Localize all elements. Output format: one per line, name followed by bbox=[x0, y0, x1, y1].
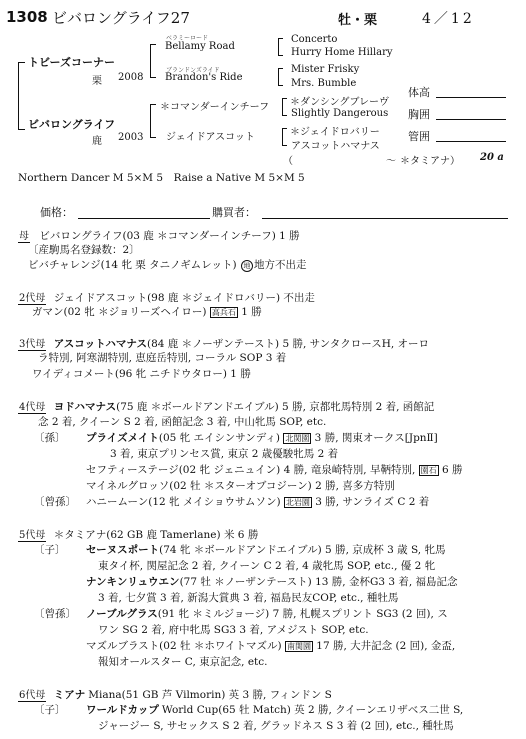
inbreeding-text: Northern Dancer M 5×M 5 Raise a Native M 5×M 5 bbox=[18, 172, 305, 184]
g4-great-grandchild-1 bbox=[34, 494, 429, 509]
g4-grandchild-3: マイネルグロッソ(02 牡 ＊スターオブコジーン) 2 勝, 喜多方特別 bbox=[86, 480, 395, 492]
dam-tag: 母 bbox=[18, 227, 30, 243]
g3-line1-rest: (84 鹿 ＊ノーザンテースト) 5 勝, サンタクロースH, オーロ bbox=[146, 338, 430, 350]
g4-grandchild-2-text: セフティーステージ(02 牝 ジェニュイン) 4 勝, 竜泉崎特別, 早鞆特別, bbox=[86, 464, 416, 476]
child-tag: 〔子〕 bbox=[34, 544, 66, 556]
price-label: 価格： bbox=[40, 206, 73, 219]
dam-dam-name: ジェイドアスコット bbox=[166, 132, 255, 143]
g6-tag: 6代母 bbox=[18, 686, 46, 702]
dam-progeny-count: 〔産駒馬名登録数：2〕 bbox=[28, 244, 140, 256]
g5-line1: ＊タミアナ(62 GB 鹿 Tamerlane) 米 6 勝 bbox=[53, 529, 259, 541]
g4-grandchild-2 bbox=[86, 462, 463, 477]
birthdate: 4／12 bbox=[422, 11, 475, 27]
g4-dash: ～ bbox=[386, 156, 396, 167]
g5-child-1-rest: (74 牝 ＊ボールドアンドエイブル) 5 勝, 京成杯 3 歳 S, 牝馬 bbox=[159, 544, 446, 556]
g2-tag: 2代母 bbox=[18, 289, 46, 305]
g3-name-7: ＊ジェイドロバリー bbox=[290, 127, 380, 138]
sire-name: トビーズコーナー bbox=[28, 56, 116, 69]
dam-year: 2003 bbox=[118, 132, 144, 143]
g5-child-1-line2: 東タイ杯, 関屋記念 2 着, クイーン C 2 着, 4 歳牝馬 SOP, etc., 優 2 牝 bbox=[98, 560, 436, 572]
g4-dam-name: ヨドハマナス bbox=[53, 401, 117, 413]
measure-height-label: 体高 bbox=[408, 86, 430, 99]
g3-name-5: ＊ダンシングブレーヴ bbox=[290, 97, 389, 108]
g3-name-4: Mrs. Bumble bbox=[291, 78, 357, 89]
g5-great-grandchild-1-name: ノーブルグラス bbox=[86, 608, 158, 620]
g5-child-2-rest: (77 牡 ＊ノーザンテースト) 13 勝, 金杯G3 3 着, 福島記念 bbox=[179, 576, 458, 588]
g5-record bbox=[18, 526, 258, 542]
g3-name-1: Concerto bbox=[291, 34, 338, 45]
g5-tag: 5代母 bbox=[18, 526, 46, 542]
sire-year: 2008 bbox=[118, 72, 144, 83]
g6-child-1 bbox=[34, 702, 463, 717]
race-venue-box: 北岩園 bbox=[285, 498, 310, 507]
g4-great-grandchild-1-text: ハニームーン(12 牝 メイショウサムソン) bbox=[86, 496, 281, 508]
g3-dam-name: アスコットハマナス bbox=[53, 338, 147, 350]
g4-great-grandchild-1-result: 3 勝, サンライズ C 2 着 bbox=[315, 496, 430, 508]
g2-progeny-1-text: ガマン(02 牝 ＊ジョリーズヘイロー) bbox=[32, 306, 207, 318]
g5-child-2-name: ナンキンリュウエン bbox=[86, 576, 180, 588]
g3-line2: ラ特別, 阿寒湖特別, 恵庭岳特別, コーラル SOP 3 着 bbox=[38, 352, 287, 364]
g4-open-paren: （ bbox=[283, 156, 293, 167]
g3-name-8: アスコットハマナス bbox=[291, 141, 380, 152]
sire-sire-name: Bellamy Road bbox=[165, 41, 235, 52]
g2-record bbox=[18, 289, 315, 305]
race-venue-box: 北関園 bbox=[285, 434, 310, 443]
g3-name-3: Mister Frisky bbox=[291, 64, 360, 75]
g4-line2: 念 2 着, クイーン S 2 着, 函館記念 3 着, 中山牝馬 SOP, etc. bbox=[38, 416, 327, 428]
g4-grandchild-1-text: (05 牝 エイシンサンディ) bbox=[158, 432, 280, 444]
child-tag: 〔子〕 bbox=[34, 704, 66, 716]
g4-grandchild-1-line2: 3 着, 東京プリンセス賞, 東京 2 歳優駿牝馬 2 着 bbox=[110, 448, 339, 460]
g5-great-grandchild-1-line2: ワン SG 2 着, 府中牝馬 SG3 3 着, アメジスト SOP, etc. bbox=[98, 624, 369, 636]
g5-great-grandchild-1-rest: (91 牝 ＊ミルジョージ) 7 勝, 札幌スプリント SG3 (2 回), ス bbox=[157, 608, 448, 620]
g5-great-grandchild-2-line2: 報知オールスター C, 東京記念, etc. bbox=[98, 656, 268, 668]
dam-record bbox=[18, 227, 300, 243]
g6-dam-name: ミアナ bbox=[53, 689, 86, 701]
sire-color: 栗 bbox=[92, 76, 102, 87]
g4-grandchild-1 bbox=[34, 430, 438, 445]
g5-great-grandchild-1 bbox=[34, 606, 448, 621]
g4-number: 20 a bbox=[480, 152, 504, 163]
dam-progeny-1 bbox=[28, 257, 306, 272]
race-venue-box: 園石 bbox=[420, 466, 437, 475]
race-venue-box: 南関園 bbox=[286, 642, 311, 651]
dam-sire-name: ＊コマンダーインチーフ bbox=[160, 102, 270, 113]
g4-grandchild-2-result: 6 勝 bbox=[441, 464, 463, 476]
local-race-mark: 地 bbox=[241, 260, 253, 272]
dam-progeny-1-text: ビバチャレンジ(14 牝 栗 タニノギムレット) bbox=[28, 259, 237, 271]
g6-child-1-name: ワールドカップ bbox=[86, 704, 159, 716]
g3-progeny-1: ワイディコメート(96 牝 ニチドウタロー) 1 勝 bbox=[32, 368, 251, 380]
horse-title: ビバロングライフ27 bbox=[52, 9, 190, 27]
lot-number: 1308 bbox=[6, 8, 48, 26]
g2-progeny-1 bbox=[32, 304, 262, 319]
dam-color: 鹿 bbox=[92, 136, 102, 147]
measure-chest-label: 胸囲 bbox=[408, 108, 430, 121]
sire-dam-name: Brandon's Ride bbox=[165, 72, 243, 83]
g4-grandchild-1-name: プライズメイト bbox=[86, 432, 159, 444]
great-grandchild-tag: 〔曾孫〕 bbox=[34, 496, 76, 508]
g4-name: ＊タミアナ） bbox=[400, 156, 460, 167]
g4-tag: 4代母 bbox=[18, 398, 46, 414]
g5-child-2-line2: 3 着, 七夕賞 3 着, 新潟大賞典 3 着, 福島民友COP, etc., 種牡馬 bbox=[98, 592, 399, 604]
g2-progeny-1-result: 1 勝 bbox=[241, 306, 262, 318]
g3-name-6: Slightly Dangerous bbox=[291, 108, 389, 119]
g3-tag: 3代母 bbox=[18, 335, 46, 351]
g5-great-grandchild-2-text: マズルブラスト(02 牡 ＊ホワイトマズル) bbox=[86, 640, 282, 652]
race-venue-box: 高兵石 bbox=[211, 308, 236, 317]
g5-great-grandchild-2 bbox=[86, 638, 455, 653]
g4-grandchild-1-result: 3 勝, 関東オークス[JpnⅡ] bbox=[314, 432, 438, 444]
g2-line1: ジェイドアスコット(98 鹿 ＊ジェイドロバリー) 不出走 bbox=[53, 292, 315, 304]
sire-sire-ruby: ベラミーロード bbox=[166, 35, 209, 42]
g6-record bbox=[18, 686, 332, 702]
buyer-label: 購買者： bbox=[212, 206, 256, 219]
sex-color: 牡・栗 bbox=[338, 13, 378, 28]
great-grandchild-tag: 〔曾孫〕 bbox=[34, 608, 76, 620]
g6-line1-rest: Miana(51 GB 芦 Vilmorin) 英 3 勝, フィンドン S bbox=[88, 689, 332, 701]
g5-child-2 bbox=[86, 574, 458, 589]
g3-name-2: Hurry Home Hillary bbox=[291, 47, 393, 58]
measure-cannon-label: 管囲 bbox=[408, 130, 430, 143]
g6-child-1-line2: ジャージー S, サセックス S 2 着, グラッドネス S 3 着 (2 回), etc., 種牡馬 bbox=[98, 720, 454, 732]
dam-name: ビバロングライフ bbox=[28, 118, 116, 131]
g6-child-1-rest: World Cup(65 牡 Match) 英 2 勝, クイーンエリザベス二世 S, bbox=[161, 704, 464, 716]
g5-great-grandchild-2-result: 17 勝, 大井記念 (2 回), 金盃, bbox=[316, 640, 456, 652]
g5-child-1-name: セーヌスポート bbox=[86, 544, 160, 556]
g3-record bbox=[18, 335, 429, 351]
dam-progeny-1-result: 地方不出走 bbox=[253, 259, 307, 271]
dam-line1: ビバロングライフ(03 鹿 ＊コマンダーインチーフ) 1 勝 bbox=[39, 230, 300, 242]
grandchild-tag: 〔孫〕 bbox=[34, 432, 66, 444]
g5-child-1 bbox=[34, 542, 445, 557]
g4-record bbox=[18, 398, 434, 414]
sire-dam-ruby: ブランドンズライド bbox=[166, 67, 220, 74]
g4-line1-rest: (75 鹿 ＊ボールドアンドエイブル) 5 勝, 京都牝馬特別 2 着, 函館記 bbox=[116, 401, 435, 413]
